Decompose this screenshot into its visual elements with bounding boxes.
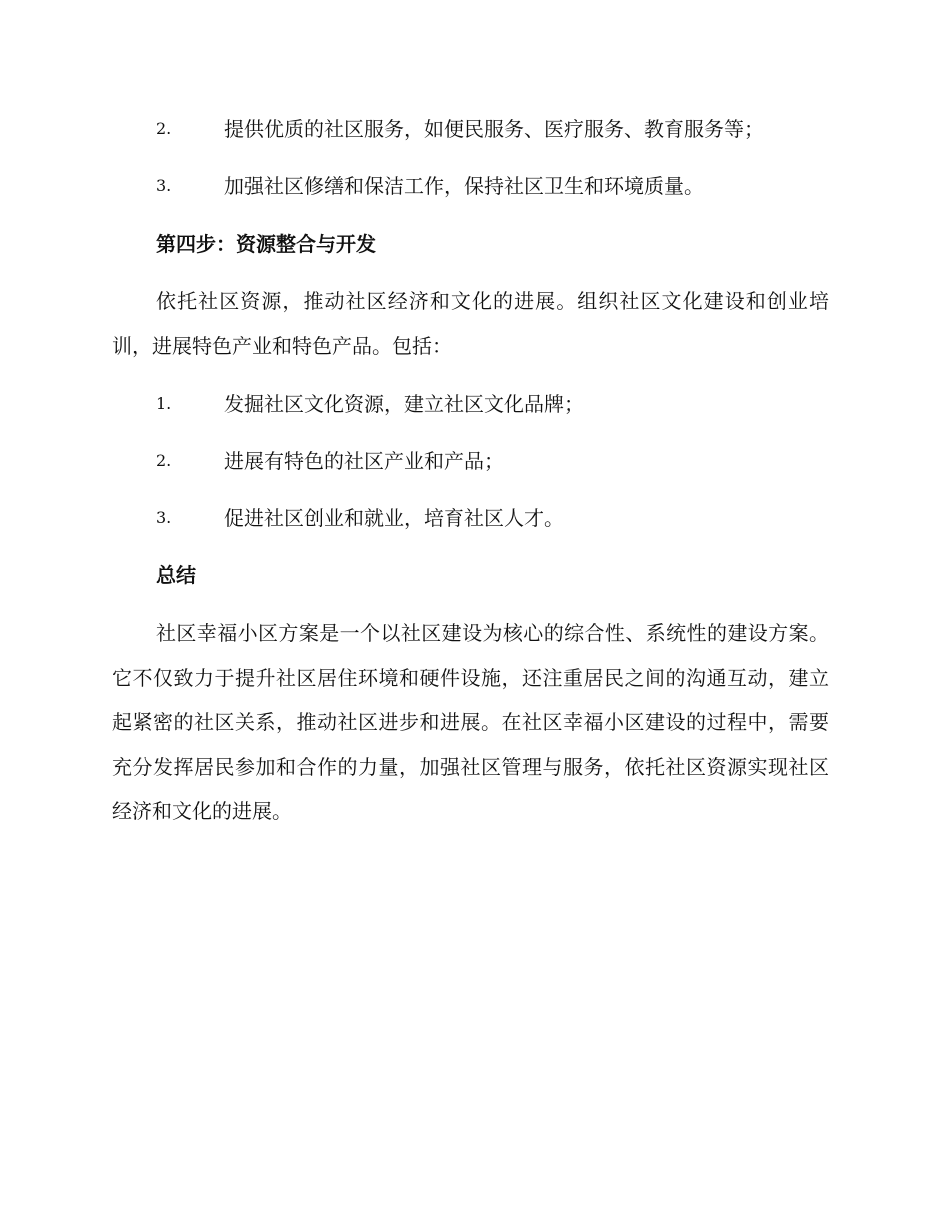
summary-paragraph: 社区幸福小区方案是一个以社区建设为核心的综合性、系统性的建设方案。它不仅致力于提升社区居住环境和硬件设施，还注重居民之间的沟通互动，建立起紧密的社区关系，推动社区进步和进展。在社区幸福小区建设的过程中，需要充分发挥居民参加和合作的力量，加强社区管理与服务，依托社区资源实现社区经济和文化的进展。 <box>112 621 829 823</box>
section-heading-summary: 总结 <box>156 563 196 587</box>
list-number: 1. <box>156 394 172 413</box>
list-item <box>0 114 950 144</box>
list-text: 提供优质的社区服务，如便民服务、医疗服务、教育服务等； <box>224 117 764 141</box>
list-number: 2. <box>156 119 172 138</box>
section-heading-step4: 第四步：资源整合与开发 <box>156 232 376 256</box>
list-number: 3. <box>156 508 172 527</box>
list-text: 促进社区创业和就业，培育社区人才。 <box>224 506 564 530</box>
step4-paragraph: 依托社区资源，推动社区经济和文化的进展。组织社区文化建设和创业培训，进展特色产业和特色产品。包括： <box>112 289 829 358</box>
list-item <box>0 389 950 419</box>
list-number: 3. <box>156 176 172 195</box>
list-text: 加强社区修缮和保洁工作，保持社区卫生和环境质量。 <box>224 174 704 198</box>
list-item <box>0 503 950 533</box>
list-number: 2. <box>156 451 172 470</box>
list-item <box>0 446 950 476</box>
list-text: 进展有特色的社区产业和产品； <box>224 449 504 473</box>
list-text: 发掘社区文化资源，建立社区文化品牌； <box>224 392 584 416</box>
list-item <box>0 171 950 201</box>
